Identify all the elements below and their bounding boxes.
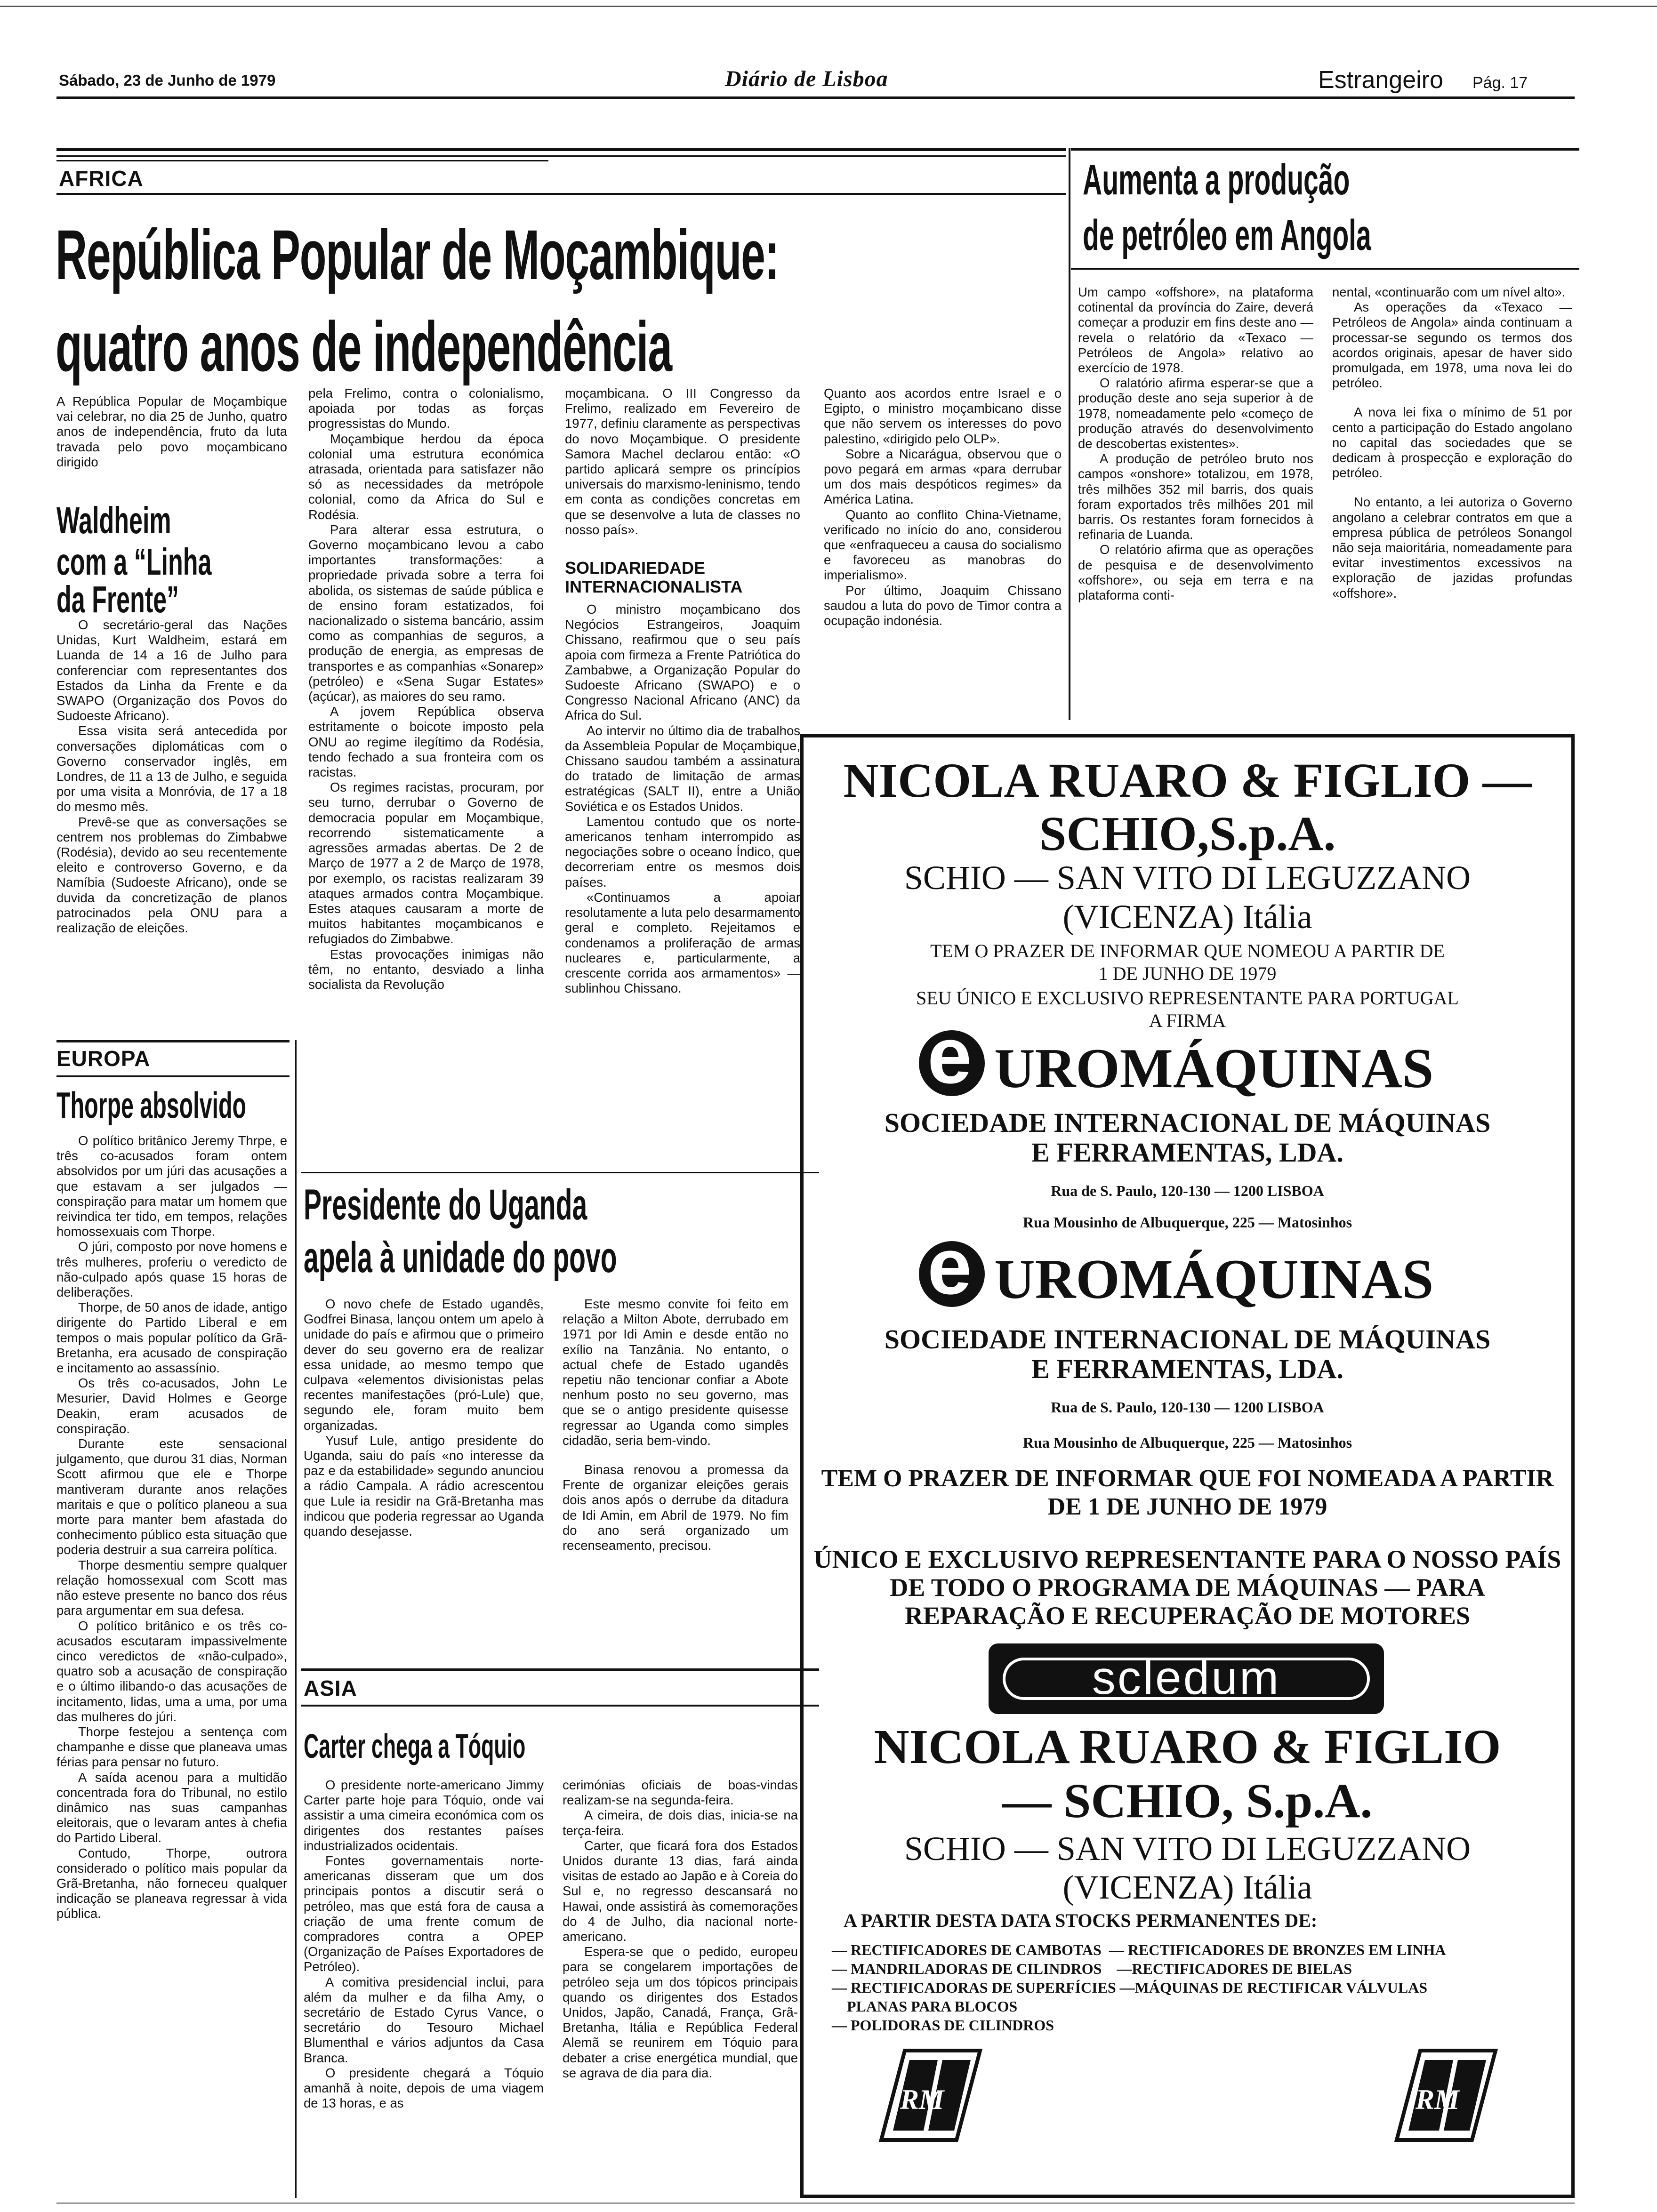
ad-product-item: PLANAS PARA BLOCOS [832, 1998, 1018, 2015]
asia-top-rule [301, 1668, 819, 1671]
africa-paragraph: Lamentou contudo que os norte-americanos tenham interrompido as negociações sobre o oceano Índico, que decorreriam entre os mesmos dois países. [565, 814, 800, 890]
africa-paragraph: A República Popular de Moçambique vai celebrar, no dia 25 de Junho, quatro anos de independência, fruto da luta travada pelo povo moçambicano dirigido [56, 394, 287, 469]
europa-paragraph: O júri, composto por nove homens e três mulheres, proferiu o veredicto de não-culpado após quase 15 horas de deliberações. [56, 1239, 287, 1300]
africa-paragraph: Estas provocações inimigas não têm, no entanto, desviado a linha socialista da Revolução [308, 946, 544, 992]
africa-paragraph: Por último, Joaquim Chissano saudou a luta do povo de Timor contra a ocupação indonésia. [824, 583, 1062, 628]
uganda-paragraph: O novo chefe de Estado ugandês, Godfrei Binasa, lançou ontem um apelo à unidade do país e afirmou que o primeiro dever do seu governo era de realizar essa unidade, ao mesmo tempo que culpava «elementos divisionistas pelas recentes manifestações (pró-Lule) que, segundo ele, foram muito bem organizadas. [304, 1297, 544, 1433]
angola-top-rule [1071, 148, 1579, 151]
euromaquinas-name-2: UROMÁQUINAS [994, 1248, 1434, 1310]
africa-top-rule-1 [56, 148, 548, 151]
europa-paragraph: O político britânico e os três co-acusados escutaram impassivelmente cinco veredictos de «não-culpado», quatro sob a acusação de conspiração e o último ilibando-o das acusações de incitamento, lidas, uma a uma, por uma das mulheres do júri. [56, 1618, 287, 1724]
europa-label-rule [56, 1075, 290, 1077]
africa-column-3 [565, 386, 800, 996]
europa-paragraph: Thorpe festejou a sentença com champanhe e disse que planeava umas férias para pensar no futuro. [56, 1724, 287, 1770]
asia-paragraph: O presidente chegará a Tóquio amanhã à noite, depois de uma viagem de 13 horas, e as [304, 2065, 544, 2111]
euromaquinas-e-icon [919, 1011, 985, 1100]
euromaquinas-sub-2: E FERRAMENTAS, LDA. [1031, 1137, 1343, 1168]
asia-paragraph: cerimónias oficiais de boas-vindas realizam-se na segunda-feira. [563, 1778, 798, 1808]
africa-top-rule-2 [56, 155, 548, 157]
angola-column-1 [1078, 285, 1313, 603]
africa-paragraph: Quanto ao conflito China-Vietname, verificado no início do ano, considerou que «enfraqueceu a causa do socialismo e favoreceu as manobras do imperialismo». [824, 507, 1062, 583]
euromaquinas-address-1: Rua de S. Paulo, 120-130 — 1200 LISBOA [1051, 1182, 1324, 1199]
solidariedade-heading: SOLIDARIEDADE INTERNACIONALISTA [565, 558, 743, 597]
africa-paragraph: Para alterar essa estrutura, o Governo moçambicano levou a cabo importantes transformações: a propriedade privada sobre a terra foi abolida, os sistemas de saúde pública e de ensino foram estatizados, foi nacionalizado o sistema bancário, assim como as companhias de seguros, a produção de energia, as empresas de transportes e as companhias «Sonarep» (petróleo) e «Sena Sugar Estates» (açúcar), as maiores do seu ramo. [308, 522, 544, 704]
advertisement-box [800, 734, 1575, 2198]
africa-headline-line2: quatro anos de independência [56, 307, 672, 386]
europa-paragraph: A saída acenou para a multidão concentrada fora do Tribunal, no estilo dinâmico nas suas campanhas eleitorais, que o levaram antes à chefia do Partido Liberal. [56, 1770, 287, 1845]
angola-left-rule [1069, 148, 1070, 720]
africa-column-2 [308, 386, 544, 992]
africa-paragraph: Ao intervir no último dia de trabalhos da Assembleia Popular de Moçambique, Chissano saudou também a assinatura do tratado de limitação de armas estratégicas (SALT II), entre a União Soviética e os Estados Unidos. [565, 723, 800, 814]
asia-paragraph: Carter, que ficará fora dos Estados Unidos durante 13 dias, fará ainda visitas de estado ao Japão e à Coreia do Sul e, no regresso descansará no Hawai, onde assistirá às comemorações do 4 de Julho, dia nacional norte-americano. [563, 1838, 798, 1944]
africa-paragraph: Os regimes racistas, procuram, por seu turno, derrubar o Governo de democracia popular em Moçambique, recorrendo sistematicamente a agressões armadas abertas. De 2 de Março de 1977 a 2 de Março de 1978, por exemplo, os racistas realizaram 39 ataques armados contra Moçambique. Estes ataques causaram a morte de muitos habitantes moçambicanos e refugiados do Zimbabwe. [308, 780, 544, 946]
masthead-rule [56, 96, 1575, 99]
angola-paragraph: A produção de petróleo bruto nos campos «onshore» totalizou, em 1978, três milhões 352 mil barris, dos quais foram exportados três milhões 201 mil barris. Os restantes foram fornecidos à refinaria de Luanda. [1078, 451, 1313, 542]
section-label-europa: EUROPA [56, 1046, 151, 1071]
ad-bottom-region: (VICENZA) Itália [1062, 1868, 1312, 1906]
ad-exclusive-1: ÚNICO E EXCLUSIVO REPRESENTANTE PARA O NOSSO PAÍS [813, 1545, 1561, 1573]
europa-paragraph: Thorpe desmentiu sempre qualquer relação homossexual com Scott mas não esteve presente no banco dos réus para argumentar em sua defesa. [56, 1557, 287, 1618]
waldheim-paragraph: O secretário-geral das Nações Unidas, Kurt Waldheim, estará em Luanda de 14 a 16 de Julho para conferenciar com representantes dos Estados da Linha da Frente e da SWAPO (Organização dos Povos do Sudoeste Africano). [56, 617, 287, 723]
uganda-paragraph: Este mesmo convite foi feito em relação a Milton Abote, derrubado em 1971 por Idi Amin e desde então no exílio na Tanzânia. No entanto, o actual chefe de Estado ugandês repetiu não tencionar confiar a Abote nenhum posto no seu governo, mas que se o antigo presidente quisesse regressar ao Uganda como simples cidadão, seria bem-vindo. [563, 1297, 788, 1448]
scledum-wordmark: scledum [1092, 1651, 1281, 1704]
ad-region: (VICENZA) Itália [1062, 898, 1312, 936]
euromaquinas-e-letter: e [927, 1222, 972, 1311]
waldheim-headline-line3: da Frente” [56, 578, 179, 620]
ad-product-item: — RECTIFICADORAS DE SUPERFÍCIES —MÁQUINAS DE RECTIFICAR VÁLVULAS [832, 1979, 1428, 1996]
rm-logo-right [1387, 2046, 1505, 2145]
uganda-paragraph: Yusuf Lule, antigo presidente do Uganda, saiu do país «no interesse da paz e da estabilidade» segundo anunciou a rádio Campala. A rádio acrescentou que Lule ia residir na Grã-Bretanha mas indicou que poderia regressar ao Uganda quando desejasse. [304, 1433, 544, 1539]
rm-logo-left [872, 2046, 989, 2145]
uganda-top-rule [301, 1172, 819, 1173]
africa-top-rule-right [548, 148, 1066, 151]
uganda-headline-line1: Presidente do Uganda [304, 1181, 587, 1229]
ad-location: SCHIO — SAN VITO DI LEGUZZANO [904, 859, 1471, 897]
scledum-logo [989, 1643, 1384, 1714]
uganda-headline-line2: apela à unidade do povo [304, 1234, 617, 1282]
section-label-africa: AFRICA [59, 166, 144, 191]
ad-product-item: — MANDRILADORAS DE CILINDROS —RECTIFICADORES DE BIELAS [832, 1960, 1352, 1977]
africa-paragraph: Quanto aos acordos entre Israel e o Egipto, o ministro moçambicano disse que não servem os interesses do povo palestino, «dirigido pelo OLP». [824, 386, 1062, 446]
angola-paragraph: O relatório afirma que as operações de pesquisa e de desenvolvimento «offshore», ou seja em terra e na plataforma conti- [1078, 542, 1313, 603]
angola-headline-rule [1071, 268, 1579, 270]
masthead-section: Estrangeiro [1318, 66, 1443, 94]
europa-headline: Thorpe absolvido [56, 1084, 247, 1126]
africa-paragraph: pela Frelimo, contra o colonialismo, apoiada por todas as forças progressistas do Mundo. [308, 386, 544, 431]
ad-stocks-heading: A PARTIR DESTA DATA STOCKS PERMANENTES DE: [844, 1910, 1318, 1931]
euromaquinas-address-2: Rua Mousinho de Albuquerque, 225 — Matosinhos [1022, 1214, 1352, 1231]
masthead-page-number: Pág. 17 [1472, 74, 1528, 92]
africa-paragraph: A jovem República observa estritamente o boicote imposto pela ONU ao regime ilegítimo da Rodésia, tendo fechado a sua fronteira com os racistas. [308, 704, 544, 780]
asia-headline: Carter chega a Tóquio [304, 1728, 526, 1765]
africa-paragraph: Sobre a Nicarágua, observou que o povo pegará em armas «para derrubar um dos mais despóticos regimes» da América Latina. [824, 446, 1062, 507]
angola-paragraph: nental, «continuarão com um nível alto». [1332, 285, 1566, 299]
europa-paragraph: O político britânico Jeremy Thrpe, e três co-acusados foram ontem absolvidos por um júri das acusações a que estavam a ser julgados — conspiração para matar um homem que reivindica ter tido, em tempos, relações homossexuais com Thorpe. [56, 1133, 287, 1239]
waldheim-body [56, 617, 287, 936]
ad-bottom-location: SCHIO — SAN VITO DI LEGUZZANO [904, 1830, 1471, 1867]
bottom-rule [56, 2203, 1575, 2204]
ad-announcement-3: SEU ÚNICO E EXCLUSIVO REPRESENTANTE PARA PORTUGAL [916, 987, 1459, 1009]
euromaquinas-2-address-2: Rua Mousinho de Albuquerque, 225 — Matosinhos [1022, 1434, 1352, 1451]
euromaquinas-e-icon [919, 1222, 985, 1311]
column-rule [295, 1040, 297, 2198]
uganda-column-1 [304, 1297, 544, 1539]
africa-paragraph: «Continuamos a apoiar resolutamente a luta pelo desarmamento geral e completo. Rejeitamos e condenamos a proliferação de armas nucleares e, particularmente, a crescente corrida aos armamentos» — sublinhou Chissano. [565, 890, 800, 996]
angola-headline-line2: de petróleo em Angola [1083, 211, 1371, 259]
asia-paragraph: A cimeira, de dois dias, inicia-se na terça-feira. [563, 1808, 798, 1838]
africa-headline-line1: República Popular de Moçambique: [56, 215, 779, 294]
angola-paragraph: No entanto, a lei autoriza o Governo angolano a celebrar contratos em que a empresa pública de petróleos Sonangol não seja maioritária, nomeadamente para evitar investimentos excessivos na exploração de jazidas profundas «offshore». [1332, 495, 1572, 601]
ad-nomination-2: DE 1 DE JUNHO DE 1979 [1047, 1493, 1327, 1520]
waldheim-paragraph: Prevê-se que as conversações se centrem nos problemas do Zimbabwe (Rodésia), devido ao seu recentemente eleito e controverso Governo, e da Namíbia (Sudoeste Africano), onde se duvida da concretização de planos patrocinados pela ONU para a realização de eleições. [56, 814, 287, 936]
ad-nomination-1: TEM O PRAZER DE INFORMAR QUE FOI NOMEADA A PARTIR [821, 1465, 1554, 1492]
africa-column-1 [56, 394, 287, 470]
ad-bottom-company-suffix: — SCHIO, S.p.A. [1002, 1774, 1373, 1828]
ad-company-name: NICOLA RUARO & FIGLIO — [843, 753, 1532, 808]
angola-column-2 [1332, 285, 1572, 601]
ad-product-item: — POLIDORAS DE CILINDROS [832, 2017, 1054, 2034]
africa-paragraph: moçambicana. O III Congresso da Frelimo, realizado em Fevereiro de 1977, definiu claramente as perspectivas do novo Moçambique. O presidente Samora Machel declarou então: «O partido aplicará sempre os princípios universais do marxismo-leninismo, tendo em conta as condições concretas em que se desenvolve a luta de classes no nosso país». [565, 386, 800, 537]
waldheim-headline-line2: com a “Linha [56, 541, 212, 583]
euromaquinas-sub-1: SOCIEDADE INTERNACIONAL DE MÁQUINAS [884, 1107, 1491, 1138]
angola-paragraph: As operações da «Texaco — Petróleos de Angola» ainda continuam a processar-se segundo os termos dos acordos originais, apesar de haver sido promulgada, em 1978, uma nova lei do petróleo. [1332, 300, 1572, 391]
angola-headline-line1: Aumenta a produção [1083, 156, 1350, 204]
africa-paragraph: Moçambique herdou da época colonial uma estrutura económica atrasada, orientada para satisfazer não só as necessidades da metrópole colonial, como da Africa do Sul e Rodésia. [308, 431, 544, 522]
africa-label-rule [56, 193, 1066, 195]
section-label-asia: ASIA [304, 1676, 357, 1700]
asia-label-rule [301, 1705, 819, 1707]
africa-column-4 [824, 386, 1062, 628]
top-edge-rule [0, 6, 1657, 7]
africa-top-rule-right-2 [548, 155, 1066, 157]
ad-bottom-company: NICOLA RUARO & FIGLIO [874, 1720, 1501, 1774]
asia-paragraph: Espera-se que o pedido, europeu para se congelarem importações de petróleo seja um dos tópicos principais quando os dirigentes dos Estados Unidos, Japão, Canadá, França, Grã-Bretanha, Itália e República Federal Alemã se reunirem em Tóquio para debater a crise energética mundial, que se agrava de dia para dia. [563, 1944, 798, 2080]
europa-paragraph: Contudo, Thorpe, outrora considerado o político mais popular da Grã-Bretanha, não forneceu qualquer indicação se planeava regressar à vida pública. [56, 1845, 287, 1921]
uganda-paragraph: Binasa renovou a promessa da Frente de organizar eleições gerais dois anos após o derrube da ditadura de Idi Amin, em Abril de 1979. No fim do ano será organizado um recenseamento, precisou. [563, 1462, 788, 1553]
asia-column-2 [563, 1778, 798, 2081]
waldheim-paragraph: Essa visita será antecedida por conversações diplomáticas com o Governo conservador inglês, em Londres, de 11 a 13 de Julho, e seguida por uma visita a Monróvia, de 17 a 18 do mesmo mês. [56, 723, 287, 814]
waldheim-headline-line1: Waldheim [56, 499, 171, 541]
europa-top-rule [56, 1040, 290, 1042]
ad-announcement-1: TEM O PRAZER DE INFORMAR QUE NOMEOU A PARTIR DE [930, 940, 1445, 962]
ad-announcement-2: 1 DE JUNHO DE 1979 [1098, 963, 1277, 984]
ad-products-list [832, 1940, 1446, 2035]
ad-exclusive-3: REPARAÇÃO E RECUPERAÇÃO DE MOTORES [904, 1602, 1471, 1630]
rm-logo-text: RM [1416, 2084, 1460, 2115]
euromaquinas-2-sub-2: E FERRAMENTAS, LDA. [1031, 1354, 1343, 1384]
euromaquinas-2-address-1: Rua de S. Paulo, 120-130 — 1200 LISBOA [1051, 1399, 1324, 1416]
asia-paragraph: O presidente norte-americano Jimmy Carter parte hoje para Tóquio, onde vai assistir a uma cimeira económica com os dirigentes dos restantes países industrializados ocidentais. [304, 1778, 544, 1853]
masthead-date: Sábado, 23 de Junho de 1979 [59, 72, 276, 89]
ad-company-suffix: SCHIO,S.p.A. [1039, 807, 1336, 861]
asia-paragraph: Fontes governamentais norte-americanas disseram que um dos principais pontos a discutir será o petróleo, mas que está fora de causa a criação de uma frente comum de compradores contra a OPEP (Organização de Países Exportadores de Petróleo). [304, 1853, 544, 1974]
ad-announcement-4: A FIRMA [1149, 1010, 1226, 1031]
ad-product-item: — RECTIFICADORES DE CAMBOTAS — RECTIFICADORES DE BRONZES EM LINHA [832, 1941, 1446, 1958]
euromaquinas-2-sub-1: SOCIEDADE INTERNACIONAL DE MÁQUINAS [884, 1324, 1491, 1354]
africa-paragraph: O ministro moçambicano dos Negócios Estrangeiros, Joaquim Chissano, reafirmou que o seu país apoia com firmeza a Frente Patriótica do Zambabwe, a Organização Popular do Sudoeste Africano (SWAPO) e o Congresso Nacional Africano (ANC) da Africa do Sul. [565, 602, 800, 723]
europa-paragraph: Durante este sensacional julgamento, que durou 31 dias, Norman Scott afirmou que ele e Thorpe mantiveram durante anos relações maritais e que o político planeou a sua morte para manter bem afastada do conhecimento público esta situação que poderia destruir a sua carreira política. [56, 1436, 287, 1557]
uganda-column-2 [563, 1297, 788, 1553]
europa-paragraph: Thorpe, de 50 anos de idade, antigo dirigente do Partido Liberal e em tempos o mais popular político da Grã-Bretanha, era acusado de conspiração e incitamento ao assassínio. [56, 1300, 287, 1376]
angola-paragraph: A nova lei fixa o mínimo de 51 por cento a participação do Estado angolano no capital das sociedades que se dedicam à prospecção e exploração do petróleo. [1332, 405, 1572, 481]
asia-column-1 [304, 1778, 544, 2111]
ad-exclusive-2: DE TODO O PROGRAMA DE MÁQUINAS — PARA [890, 1573, 1485, 1602]
euromaquinas-e-letter: e [927, 1011, 972, 1100]
angola-paragraph: O ralatório afirma esperar-se que a produção deste ano seja superior à de 1978, nomeadamente pelo «começo de produção através do desenvolvimento de descobertas existentes». [1078, 376, 1313, 451]
europa-body [56, 1133, 287, 1922]
angola-paragraph: Um campo «offshore», na plataforma cotinental da província do Zaire, deverá começar a produzir em fins deste ano — revela o relatório da «Texaco — Petróleos de Angola» relativo ao exercício de 1978. [1078, 285, 1313, 376]
euromaquinas-name: UROMÁQUINAS [994, 1037, 1434, 1099]
masthead-newspaper-name: Diário de Lisboa [725, 66, 888, 91]
europa-paragraph: Os três co-acusados, John Le Mesurier, David Holmes e George Deakin, eram acusados de conspiração. [56, 1376, 287, 1436]
rm-logo-text: RM [900, 2084, 944, 2115]
asia-paragraph: A comitiva presidencial inclui, para além da mulher e da filha Amy, o secretário de Estado Cyrus Vance, o secretário do Tesouro Michael Blumenthal e vários adjuntos da Casa Branca. [304, 1974, 544, 2065]
africa-top-rule-3 [56, 160, 548, 161]
